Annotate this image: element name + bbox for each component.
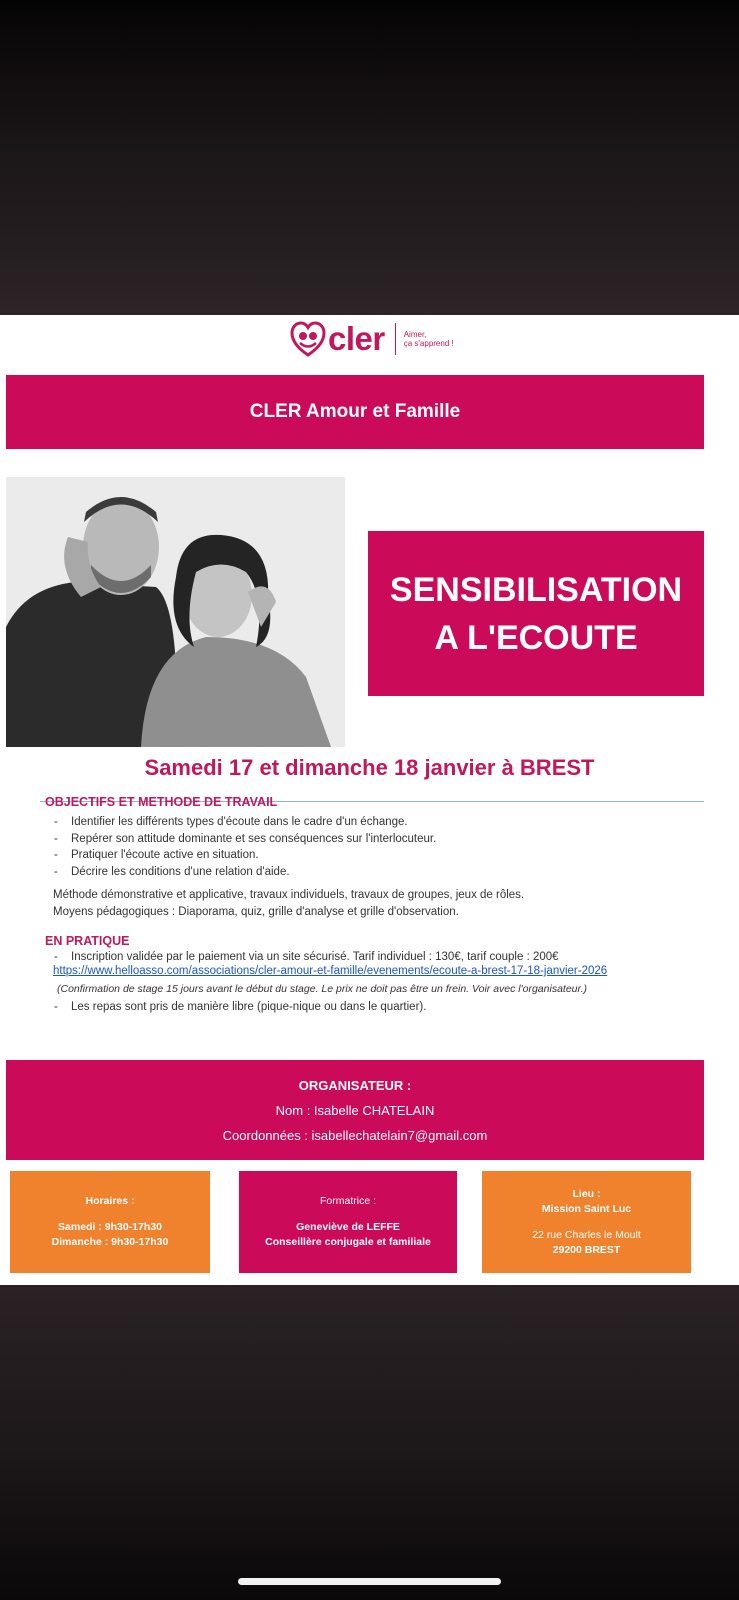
trainer-role: Conseillère conjugale et familiale [265,1236,431,1248]
objective-4: Décrire les conditions d'une relation d'aide. [71,865,290,878]
list-item: - Repérer son attitude dominante et ses conséquences sur l'interlocuteur. [45,831,705,848]
objectives-title: OBJECTIFS ET METHODE DE TRAVAIL [45,795,278,809]
hero-block [368,531,704,696]
trainer-title: Formatrice : [319,1195,376,1207]
hours-card [10,1171,210,1273]
hero-title-line1: SENSIBILISATION [389,570,683,609]
place-city: 29200 BREST [552,1243,621,1256]
practical-list-2 [45,999,725,1016]
organizer-name: Nom : Isabelle CHATELAIN [275,1102,435,1118]
practical-list [45,949,725,966]
couple-illustration [6,477,345,747]
flyer-image [0,315,739,1285]
objectives-list [45,814,705,880]
organizer-contact: Coordonnées : isabellechatelain7@gmail.com [222,1127,488,1143]
place-title: Lieu : [572,1187,601,1200]
objective-2: Repérer son attitude dominante et ses conséquences sur l'interlocuteur. [71,832,437,845]
logo-tagline-line2: ça s'apprend ! [403,339,454,348]
practical-title: EN PRATIQUE [45,934,130,948]
tools-line: Moyens pédagogiques : Diaporama, quiz, grille d'analyse et grille d'observation. [53,905,459,918]
header-title: CLER Amour et Famille [249,401,461,422]
trainer-name: Geneviève de LEFFE [296,1221,400,1233]
objective-3: Pratiquer l'écoute active en situation. [71,849,259,861]
screen-background-top [0,0,739,315]
hours-title: Horaires : [85,1195,135,1207]
practical-item-1: Inscription validée par le paiement via un site sécurisé. Tarif individuel : 130€, tarif couple : 200€ [71,951,559,963]
confirmation-note: (Confirmation de stage 15 jours avant le début du stage. Le prix ne doit pas être un frein. Voir avec l'organisateur.) [57,983,588,995]
trainer-card [239,1171,457,1273]
couple-photo [6,477,345,747]
logo-tagline-line1: Aimer, [403,330,427,339]
hours-sunday: Dimanche : 9h30-17h30 [51,1236,169,1248]
logo-wordmark: cler [328,320,385,357]
logo-tagline [404,330,454,348]
place-street: 22 rue Charles le Moult [532,1228,641,1241]
organizer-title: ORGANISATEUR : [298,1077,412,1093]
organizer-band [6,1060,704,1160]
objective-1: Identifier les différents types d'écoute dans le cadre d'un échange. [71,816,408,828]
cler-logo [290,319,454,359]
hero-title-line2: A L'ECOUTE [434,618,638,657]
practical-item-2: Les repas sont pris de manière libre (pique-nique ou dans le quartier). [71,1001,427,1013]
registration-link[interactable]: https://www.helloasso.com/associations/cler-amour-et-famille/evenements/ecoute-a-brest-17-18-janvier-2026 [53,965,608,977]
logo-divider [395,323,396,355]
header-band [6,375,704,449]
place-name: Mission Saint Luc [541,1202,632,1215]
screen-background-bottom [0,1285,739,1600]
list-item: - Inscription validée par le paiement via un site sécurisé. Tarif individuel : 130€, tarif couple : 200€ [45,949,725,966]
list-item: - Identifier les différents types d'écoute dans le cadre d'un échange. [45,814,705,831]
list-item: - Décrire les conditions d'une relation d'aide. [45,864,705,881]
method-line: Méthode démonstrative et applicative, travaux individuels, travaux de groupes, jeux de rôles. [53,889,525,901]
place-card [482,1171,691,1273]
home-indicator[interactable] [238,1578,501,1585]
list-item: - Les repas sont pris de manière libre (pique-nique ou dans le quartier). [45,999,725,1016]
method-text [53,887,713,920]
event-date: Samedi 17 et dimanche 18 janvier à BREST [144,755,595,780]
cler-heart-icon [290,319,326,359]
hours-saturday: Samedi : 9h30-17h30 [58,1221,162,1233]
list-item: - Pratiquer l'écoute active en situation. [45,847,705,864]
